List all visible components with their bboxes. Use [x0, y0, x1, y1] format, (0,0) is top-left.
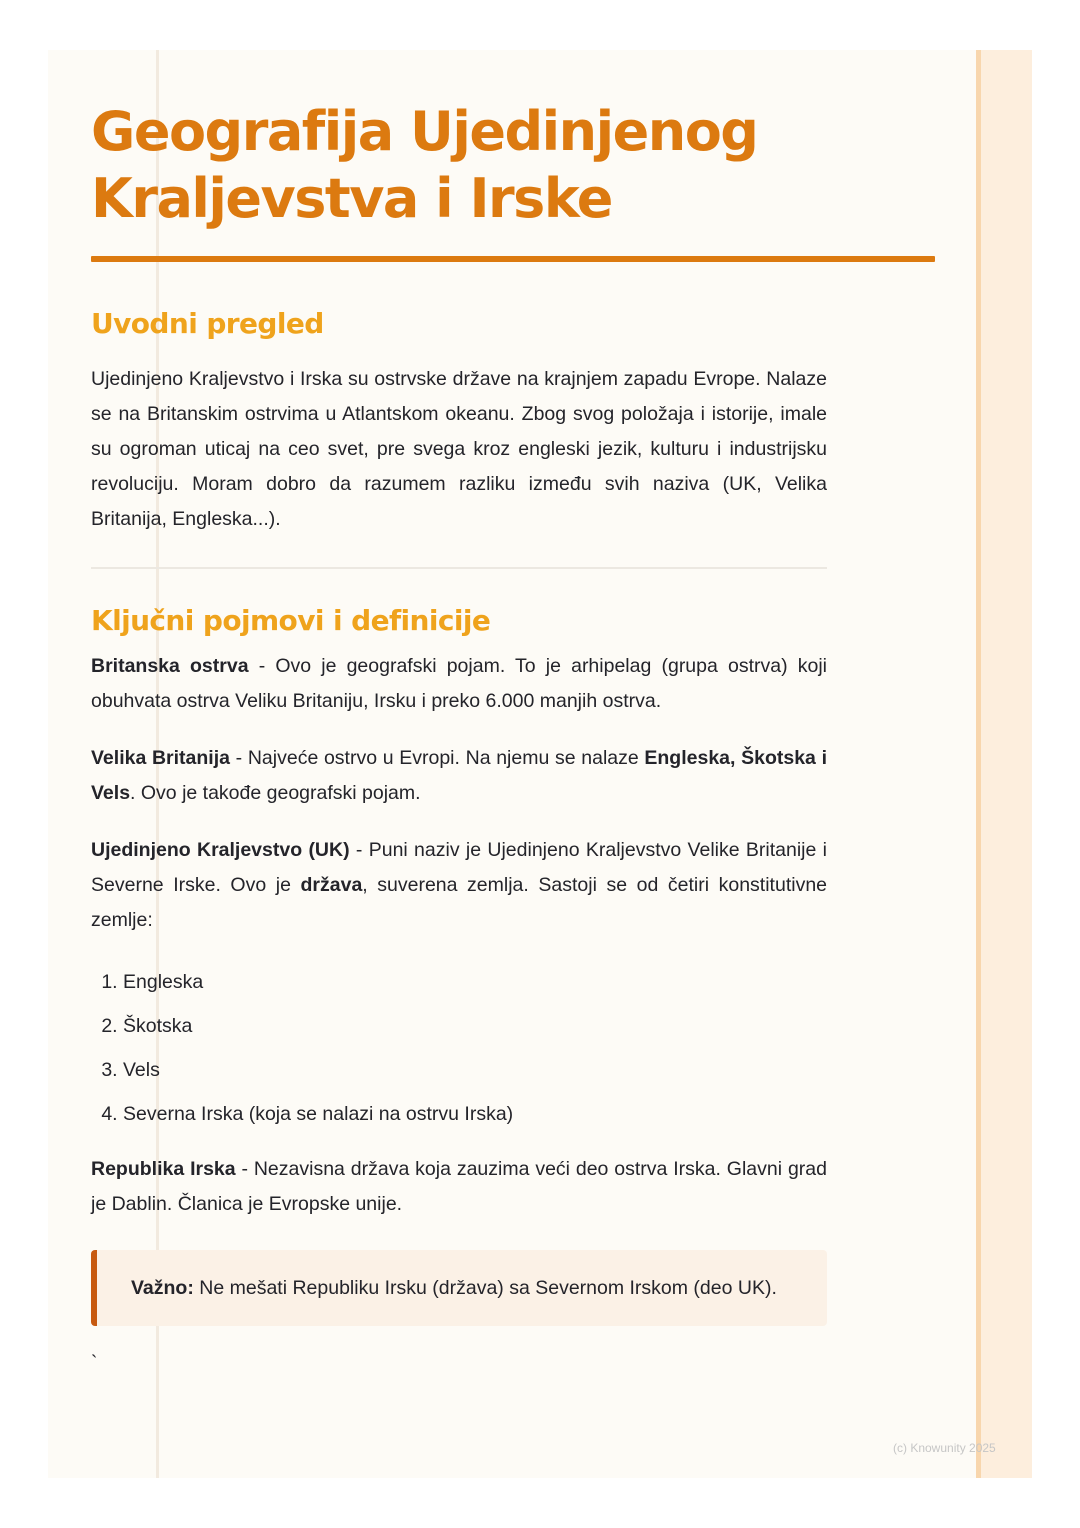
uk-countries-list: [91, 960, 827, 1136]
right-edge-strip: [976, 50, 1032, 1478]
content: [91, 98, 827, 1374]
list-item: 1. Engleska: [123, 960, 827, 1004]
right-edge-line: [976, 50, 981, 1478]
callout-body: Ne mešati Republiku Irsku (država) sa Severnom Irskom (deo UK).: [193, 1277, 777, 1299]
definition-british-isles: [91, 649, 827, 719]
page-title: [91, 98, 827, 232]
definition-uk-text-a: - Puni naziv je Ujedinjeno Kraljevstvo Velike Britanije i Severne Irske. Ovo je: [91, 839, 827, 896]
callout-text: [131, 1271, 794, 1306]
copyright-footer: (c) Knowunity 2025: [893, 1441, 996, 1455]
intro-paragraph: Ujedinjeno Kraljevstvo i Irska su ostrvske države na krajnjem zapadu Evrope. Nalaze se na Britanskim ostrvima u Atlantskom okeanu. Zbog svog položaja i istorije, imale su ogroman uticaj na ceo svet, pre svega kroz engleski jezik, kulturu i industrijsku revoluciju. Moram dobro da razumem razliku između svih naziva (UK, Velika Britanija, Engleska...).: [91, 368, 827, 530]
term-ireland: Republika Irska: [91, 1158, 236, 1180]
definition-great-britain-text-b: . Ovo je takođe geografski pojam.: [130, 782, 421, 804]
notes-page: [48, 50, 1032, 1478]
callout-label: Važno:: [131, 1277, 194, 1299]
title-line-1: Geografija Ujedinjenog: [91, 100, 758, 163]
definition-great-britain-text-a: - Najveće ostrvo u Evropi. Na njemu se nalaze: [230, 747, 645, 769]
term-great-britain: Velika Britanija: [91, 747, 230, 769]
list-item: 3. Vels: [123, 1048, 827, 1092]
definition-uk-text-b: , suverena zemlja. Sastoji se od četiri konstitutivne zemlje:: [91, 874, 828, 931]
important-callout: [91, 1250, 827, 1326]
list-item: 2. Škotska: [123, 1004, 827, 1048]
intro-heading: Uvodni pregled: [91, 307, 324, 340]
stray-mark: `: [91, 1353, 98, 1374]
definition-great-britain-bold: Engleska, Škotska i Vels: [91, 747, 827, 804]
definition-ireland-text: - Nezavisna država koja zauzima veći deo ostrva Irska. Glavni grad je Dablin. Članica je Evropske unije.: [91, 1158, 827, 1215]
section-divider: [91, 567, 827, 569]
term-uk: Ujedinjeno Kraljevstvo (UK): [91, 839, 350, 861]
definition-uk: [91, 833, 827, 938]
definitions-heading: Ključni pojmovi i definicije: [91, 604, 491, 637]
definition-uk-bold: država: [300, 874, 363, 896]
list-item: 4. Severna Irska (koja se nalazi na ostrvu Irska): [123, 1092, 827, 1136]
definition-great-britain: [91, 741, 827, 811]
title-underline: [91, 256, 935, 262]
term-british-isles: Britanska ostrva: [91, 655, 249, 677]
definition-british-isles-text: - Ovo je geografski pojam. To je arhipelag (grupa ostrva) koji obuhvata ostrva Veliku Britaniju, Irsku i preko 6.000 manjih ostrva.: [91, 655, 827, 712]
title-line-2: Kraljevstva i Irske: [91, 167, 612, 230]
definition-ireland: [91, 1152, 827, 1222]
